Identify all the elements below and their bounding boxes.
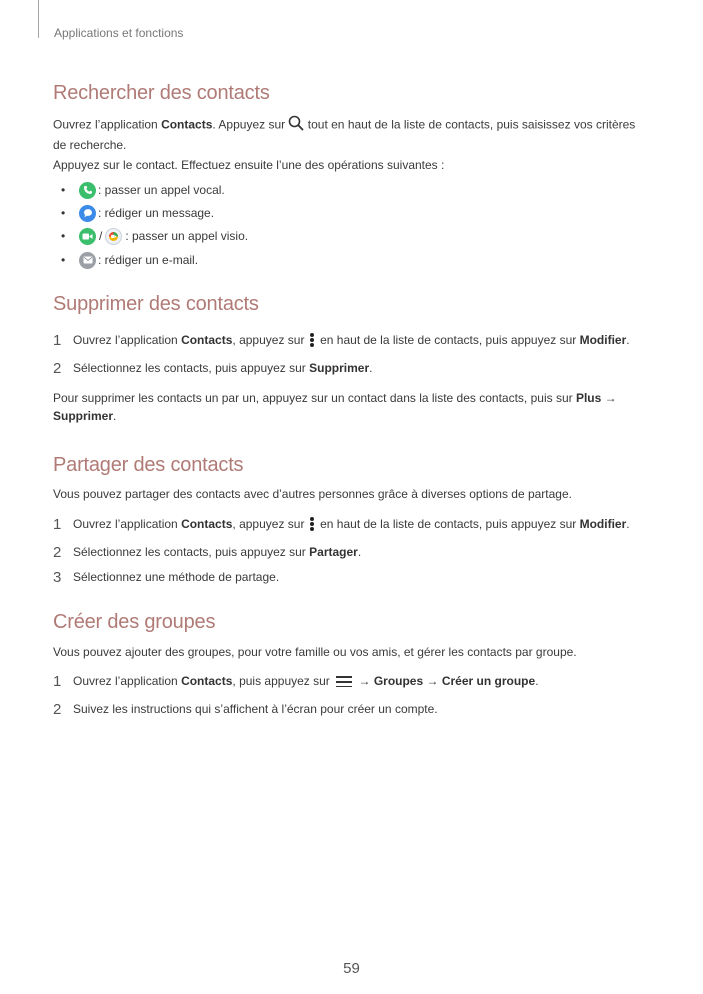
- bullet-text: : rédiger un message.: [98, 206, 215, 220]
- groups-step-1: 1 Ouvrez l’application Contacts, puis appuyez sur → Groupes → Créer un groupe.: [53, 672, 539, 690]
- message-icon: [79, 205, 96, 222]
- share-intro: Vous pouvez partager des contacts avec d’autres personnes grâce à diverses options de partage.: [53, 487, 572, 501]
- delete-step-2: 2 Sélectionnez les contacts, puis appuyez sur Supprimer.: [53, 359, 373, 377]
- step-number: 2: [53, 359, 62, 377]
- more-options-icon: [310, 333, 315, 347]
- running-head: Applications et fonctions: [54, 26, 184, 40]
- step-number: 1: [53, 672, 62, 690]
- phone-icon: [79, 182, 96, 199]
- section-title-groups: Créer des groupes: [53, 611, 216, 633]
- margin-rule: [38, 0, 39, 38]
- section-title-delete: Supprimer des contacts: [53, 293, 259, 315]
- bullet-text: : passer un appel visio.: [125, 229, 249, 243]
- page-number: 59: [343, 960, 360, 977]
- delete-step-1: 1 Ouvrez l’application Contacts, appuyez sur en haut de la liste de contacts, puis appuyez sur Modifier.: [53, 331, 630, 349]
- search-paragraph-2: Appuyez sur le contact. Effectuez ensuite l’une des opérations suivantes :: [53, 158, 445, 172]
- list-item: • : rédiger un e-mail.: [61, 253, 199, 267]
- step-number: 1: [53, 515, 62, 533]
- list-item: • / : passer un appel visio.: [61, 229, 249, 243]
- email-icon: [79, 252, 96, 269]
- search-paragraph-1: Ouvrez l’application Contacts. Appuyez sur tout en haut de la liste de contacts, puis saisissez vos critères de recherche.: [53, 115, 653, 154]
- video-icon: [79, 228, 96, 245]
- step-number: 2: [53, 700, 62, 718]
- groups-intro: Vous pouvez ajouter des groupes, pour votre famille ou vos amis, et gérer les contacts par groupe.: [53, 645, 577, 659]
- bullet-separator: /: [99, 229, 103, 243]
- delete-note: Pour supprimer les contacts un par un, appuyez sur un contact dans la liste des contacts, puis sur Plus → Supprimer.: [53, 391, 617, 423]
- search-icon: [288, 115, 304, 136]
- step-number: 3: [53, 568, 62, 586]
- bullet-text: : rédiger un e-mail.: [98, 253, 199, 267]
- step-number: 1: [53, 331, 62, 349]
- list-item: • : rédiger un message.: [61, 206, 215, 220]
- share-step-1: 1 Ouvrez l’application Contacts, appuyez sur en haut de la liste de contacts, puis appuyez sur Modifier.: [53, 515, 630, 533]
- section-title-search: Rechercher des contacts: [53, 82, 270, 104]
- step-number: 2: [53, 543, 62, 561]
- menu-icon: [336, 676, 352, 687]
- section-title-share: Partager des contacts: [53, 454, 244, 476]
- bullet-text: : passer un appel vocal.: [98, 183, 225, 197]
- video-app-icon: [105, 228, 122, 245]
- list-item: • : passer un appel vocal.: [61, 183, 225, 197]
- groups-step-2: 2 Suivez les instructions qui s’affichent à l’écran pour créer un compte.: [53, 700, 438, 718]
- share-step-3: 3 Sélectionnez une méthode de partage.: [53, 568, 280, 586]
- share-step-2: 2 Sélectionnez les contacts, puis appuyez sur Partager.: [53, 543, 362, 561]
- more-options-icon: [310, 517, 315, 531]
